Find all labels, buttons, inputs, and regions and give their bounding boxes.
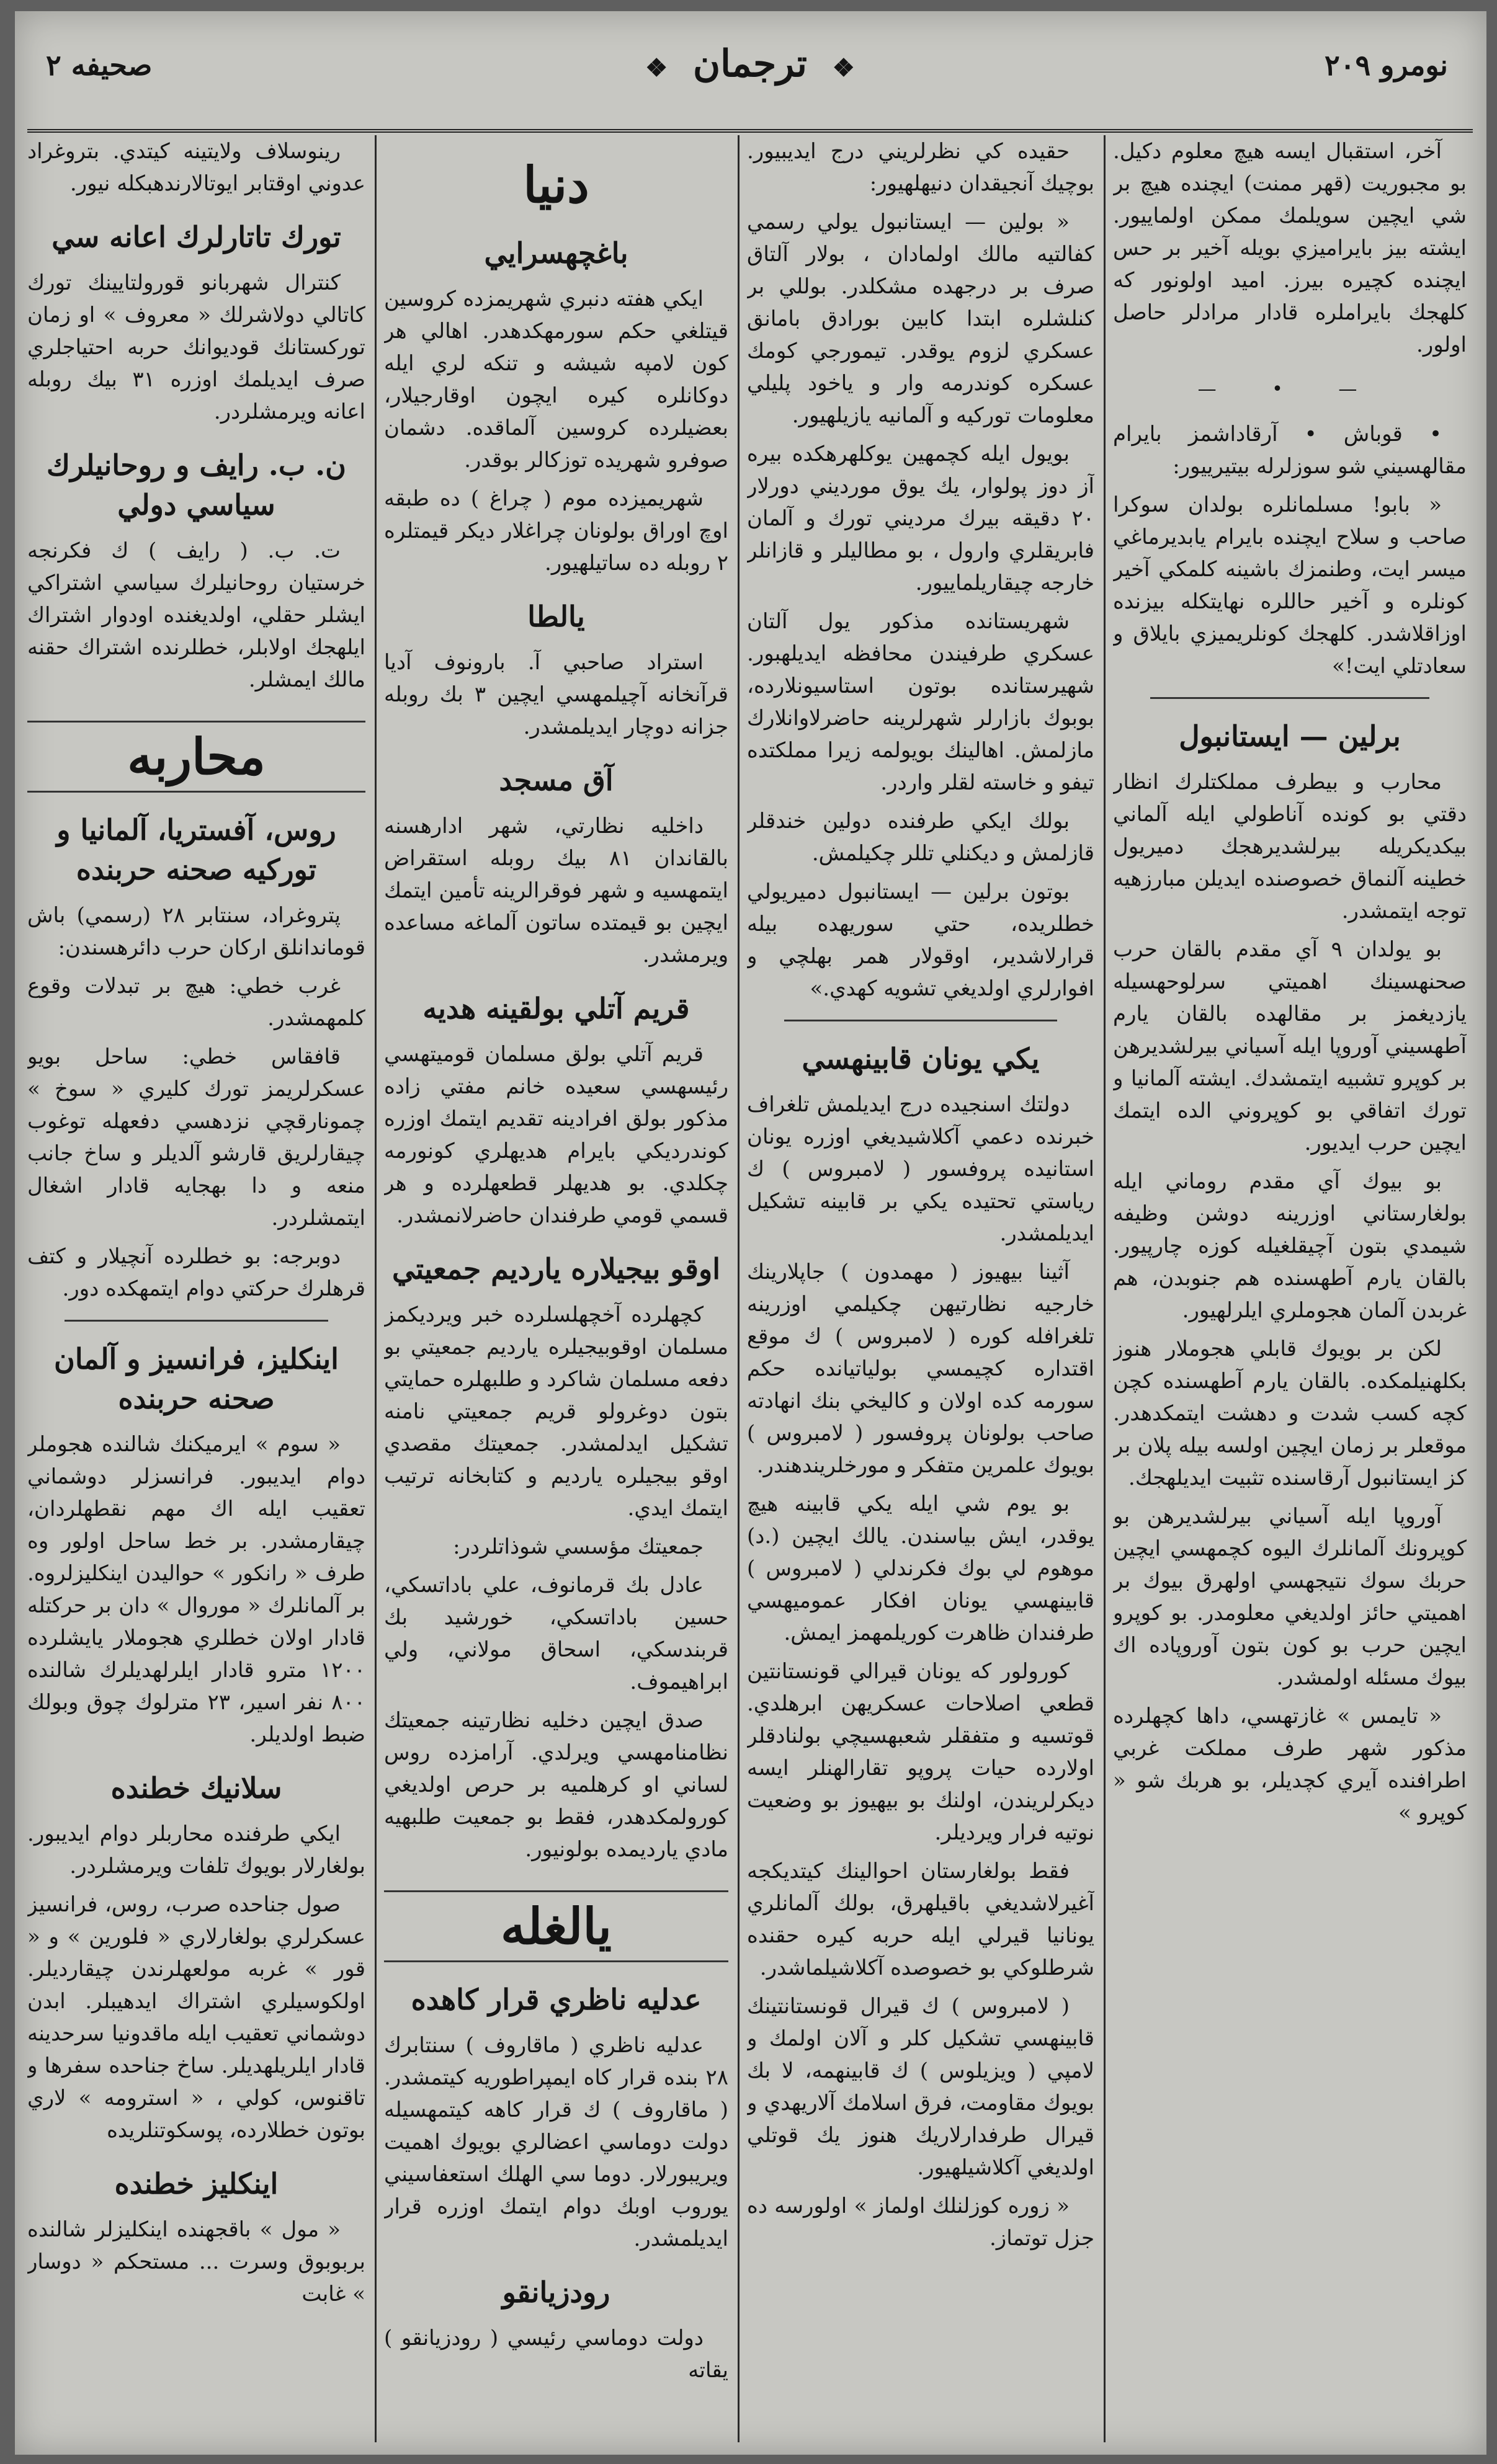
paragraph: پتروغراد، سنتابر ٢٨ (رسمي) باش قوماندانلق اركان حرب دائرهسندن: [27, 903, 365, 960]
paragraph: • قوباش • آرقاداشمز بايرام مقالهسيني شو سوزلرله بيتيرييور: [1113, 422, 1467, 479]
paragraph: بو بيوك آي مقدم روماني ايله بولغارستاني اوزرينه دوشن وظيفه شيمدي بتون آچيقلغيله كوزه چارپيور. بالقان يارم آطهسنده هم جنوبدن، هم غربدن آلمان هجوملري ايلرلهيور. [1113, 1169, 1467, 1323]
paragraph: « سوم » ايرميكنك شالنده هجوملر دوام ايديبور. فرانسزلر دوشماني تعقيب ايله اك مهم نقطهلردان، چيقارمشدر. بر خط ساحل اولور وه طرف « رانكور » حواليدن اينكليزلروه. بر آلمانلرك « موروال » دان بر حركتله قادار اولان خطلري هجوملار يايشلرده ١٢٠٠ مترو قادار ايلرلهديلرك شالنده ٨٠٠ نفر اسير، ٢٣ مترلوك چوق وبولك ضبط اولديلر. [27, 1432, 365, 1747]
divider [65, 1320, 328, 1322]
divider [784, 1020, 1057, 1021]
paragraph: ايكي طرفنده محاربلر دوام ايديبور. بولغارلار بويوك تلفات ويرمشلردر. [27, 1821, 365, 1879]
paragraph: داخليه نظارتي، شهر ادارهسنه بالقاندان ٨١ بيك روبله استقراض ايتمهسيه و شهر فوقرالرينه تأمين ايتمك ايچين بو قيمتده ساتون آلماغه مساعده ويرمشدر. [384, 814, 728, 967]
article-heading: يالطا [527, 600, 585, 633]
article-heading: اينكليز، فرانسيز و آلمان صحنه حربنده [54, 1342, 339, 1415]
paragraph: ت. ب. ( رايف ) ك فكرنجه خرستيان روحانيلرك سياسي اشتراكي ايشلر حقلي، اولديغنده اودوار اشتراك ايلهجك اولابلر، خطلرنده اشتراك حقنه مالك ايمشلر. [27, 538, 365, 692]
paragraph: كورولور كه يونان قيرالي قونستانتين قطعي اصلاحات عسكريهن ابرهلدي. قوتسيه و متفقلر شعبهسيچي بولنادقلر اولارده حيات پروپو تقارالهنلر ايسه ديكرلريندن، اولنك بو بيهيوز بو وضعيت نوتيه فرار ويرديلر. [747, 1659, 1094, 1845]
paragraph: ايكي هفته دنبري شهريمزده كروسين قيتلغي حكم سورمهكدهدر. اهالي هر كون لامپه شيشه و تنكه لري ايله دوكانلره كيره ايچون اوقارجيلار، بعضيلرده كروسين آلماقده. دشمان صوفرو شهريده توزكالر بوقدر. [384, 287, 728, 473]
article-heading: يكي يونان قابينهسي [802, 1042, 1040, 1075]
paragraph: آخر، استقبال ايسه هيچ معلوم دكيل. بو مجبوريت (قهر ممنت) ايچنده هيچ بر شي ايچين سويلمك ممكن اولماييور. ايشته بيز بايراميزي بويله آخير بر حس ايچنده كچيره بيرز. اميد اولونور كه كلهجك بايراملره قادار مرادلر حاصل اولور. [1113, 139, 1467, 357]
issue-number-label: نومرو ٢٠٩ [1325, 48, 1448, 82]
paragraph: لكن بر بويوك قابلي هجوملار هنوز بكلهنيلمكده. بالقان يارم آطهسنده كچن كچه كسب شدت و دهشت ايتمكدهدر. موقعلر بر زمان ايچين اولسه بيله پلان بر كز ايستانبول آرقاسنده تثبيت ايديلهجك. [1113, 1337, 1467, 1490]
column-1 [1113, 135, 1467, 2442]
paragraph: بولك ايكي طرفنده دولين خندقلر قازلمش و ديكنلي تللر چكيلمش. [747, 809, 1094, 866]
column-rule [738, 135, 740, 2442]
paragraph: جمعيتك مؤسسي شوذاتلردر: [453, 1534, 704, 1559]
article-heading: تورك تاتارلرك اعانه سي [51, 220, 341, 254]
paragraph: غرب خطي: هيچ بر تبدلات وقوع كلمهمشدر. [27, 974, 365, 1031]
paragraph: حقيده كي نظرلريني درج ايديبيور. بوچيك آنجيقدان دنيهلهيور: [747, 139, 1094, 196]
paragraph: دولت دوماسي رئيسي ( رودزيانقو ) يقاته [384, 2326, 728, 2383]
paragraph: دولتك اسنجيده درج ايديلمش تلغراف خبرنده دعمي آكلاشيديغي اوزره يونان استانيده پروفسور ( لامبروس ) ك رياستي تحتيده يكي بر قابينه تشكيل ايديلمشدر. [747, 1092, 1094, 1246]
newspaper-title [27, 42, 1473, 86]
column-rule [375, 135, 377, 2442]
column-4 [27, 135, 365, 2442]
article-heading: سلانيك خطنده [110, 1771, 282, 1805]
ornament-icon: ❖ [832, 53, 855, 82]
paragraph: قافقاس خطي: ساحل بويو عسكرلريمز تورك كليري « سوخ » چمونارقچي نزدهسي دفعهله توغوب چيقارلريق قارشو آلديلر و ساخ جانب منعه و دا بهجايه قادار اشغال ايتمشلردر. [27, 1044, 365, 1230]
paragraph: استراد صاحبي آ. بارونوف آديا قرآنخانه آچيلمهسي ايچين ٣ بك روبله جزانه دوچار ايديلمشدر. [384, 650, 728, 739]
paragraph: ( لامبروس ) ك قيرال قونستانتينك قابينهسي تشكيل كلر و آلان اولمك و لامپي ( ويزيلوس ) ك قابينهمه، لا بك بويوك مقاومت، فرق اسلامك آلاريهدي و قيرال طرفدارلاريك هنوز يك قوتلي اولديغي آكلاشيلهيور. [747, 1994, 1094, 2180]
paragraph: بويول ايله كچمهين يوكلهرهكده بيره آز دوز پولوار، يك يوق مورديني دورلار ٢٠ دقيقه بيرك مرديني تورك و آلمان فابريقلري وارول ، بو مطاليلر و قازانلر خارجه چيقاريلماييور. [747, 442, 1094, 595]
article-heading: برلين — ايستانبول [1179, 719, 1401, 753]
paragraph: محارب و بيطرف مملكتلرك انظار دقتي بو كونده آناطولي ايله آلماني بيكديكريله بيرلشديرهجك دميريول خطينه آلنماق خصوصنده ايديلن مبارزهيه توجه ايتمشدر. [1113, 770, 1467, 923]
paragraph: « مول » باقجهنده اينكليزلر شالنده بربوبوق وسرت ... مستحكم « دوسار » غابت [27, 2217, 365, 2306]
article-heading: اوقو بيجيلاره يارديم جمعيتي [391, 1252, 721, 1286]
title-text: ترجمان [693, 42, 807, 86]
paragraph: فقط بولغارستان احوالينك كيتديكجه آغيرلاشديغي باقيلهرق، بولك آلمانلري يونانيا قيرلي ايله حربه كيره حقنده شرطلوكي بو خصوصده آكلاشيلماشدر. [747, 1859, 1094, 1980]
paragraph: « بولين — ايستانبول يولي رسمي كفالتيه مالك اولمادان ، بولار آلتاق صرف بر درجهده مشكلدر. بوللي بر كنلشلره ابتدا كابين بورادق بامانق عسكري لزوم يوقدر. تيمورجي كومك عسكره كوندرمه وار و ياخود پليلي معلومات توركيه و آلمانيه يازيلهيور. [747, 210, 1094, 428]
paragraph: شهريميزده موم ( چراغ ) ده طبقه اوچ اوراق بولونان چراغلار ديكر قيمتلره ٢ روبله ده ساتيلهيور. [384, 486, 728, 576]
paragraph: عادل بك قرمانوف، علي باداتسكي، حسين باداتسكي، خورشيد بك قربندسكي، اسحاق مولاني، ولي ابراهيموف. [384, 1573, 728, 1694]
section-heading: دنيا [523, 156, 589, 214]
paragraph: قريم آتلي بولق مسلمان قوميتهسي رئيسهسي سعيده خانم مفتي زاده مذكور بولق افرادينه تقديم ايتمك اوزره كوندرديكي بايرام هديهلري كونورمه چكلدي. بو هديهلر قطعهلرده و هر قسمي قومي طرفندان حاضرلانمشدر. [384, 1042, 728, 1228]
separator: — • — [1197, 378, 1382, 400]
column-rule [1104, 135, 1106, 2442]
article-heading: آق مسجد [499, 763, 614, 797]
columns [27, 135, 1473, 2442]
masthead [27, 24, 1473, 133]
paragraph: صدق ايچين دخليه نظارتينه جمعيتك نظامنامهسي ويرلدي. آرامزده روس لساني او كرهلميه بر حرص اولديغي كورولمكدهدر، فقط بو جمعيت طلبهيه مادي يارديمده بولونيور. [384, 1708, 728, 1862]
paragraph: رينوسلاف ولايتينه كيتدي. بتروغراد عدوني اوقتابر ايوتالارندهبكله نيور. [27, 139, 365, 196]
article-heading: روس، آفستريا، آلمانيا و توركيه صحنه حربنده [56, 813, 336, 886]
paragraph: « بابو! مسلمانلره بولدان سوكرا صاحب و سلاح ايچنده بايرام يابديرماغي ميسر ايت، وطنمزك باشينه كلمكي آخير كونلره و آخير حاللره نهايتكله بيزنده اوزاقلاشدر. كلهجك كونلريميزي بايلاق و سعادتلي ايت!» [1113, 492, 1467, 678]
paragraph: « تايمس » غازتهسي، داها كچهلرده مذكور شهر طرف مملكت غربي اطرافنده آيري كچديلر، بو هربك شو « كوپرو » [1113, 1704, 1467, 1825]
paragraph: كنترال شهربانو قورولتايينك تورك كاتالي دولاشرلك « معروف » او زمان توركستانك قوديوانك حربه احتياجلري صرف ايديلمك اوزره ٣١ بيك روبله اعانه ويرمشلردر. [27, 270, 365, 424]
paragraph: بو يولدان ٩ آي مقدم بالقان حرب صحنهسينك اهميتي سرلوحهسيله يازديغمز بر مقالهده بالقان يارم آطهسيني آوروپا ايله آسياني بيرلشديرهن بر كوپرو تشبيه ايتمشدك. ايشته آلمانيا و تورك اتفاقي بو كوپروني الده ايتمك ايچين حرب ايديور. [1113, 937, 1467, 1155]
paragraph: عدليه ناظري ( ماقاروف ) سنتابرك ٢٨ بنده قرار كاه ايمپراطوريه كيتمشدر. ( ماقاروف ) ك قرار كاهه كيتمهسيله دولت دوماسي اعضالري بويوك اهميت ويريبورلار. دوما سي الهلك استعفاسيني يوروب اوبك دوام ايتمك اوزره قرار ايديلمشدر. [384, 2033, 728, 2251]
paragraph: شهريستانده مذكور يول آلتان عسكري طرفيندن محافظه ايديلهبور. شهيرستانده بوتون استاسيونلارده، بوبوك بازارلر شهرلرينه حاضرلاوانلارك مازلمش. اهالينك بويولمه زيرا مملكتده تيفو و خاسته لقلر واردر. [747, 609, 1094, 795]
section-box-heading: يالغله [384, 1890, 728, 1962]
paragraph: آثينا بيهيوز ( مهمدون ) جاپلارينك خارجيه نظارتيهن چكيلمي اوزرينه تلغرافله كوره ( لامبروس ) ك موقع اقتداره كچيمسي بولياتيانده حكم سورمه كده اولان و كاليخي بنك انهادته صاحب بولونان پروفسور ( لامبروس ) بويوك علمرين متفكر و مورخلريندهندر. [747, 1260, 1094, 1478]
section-box-heading: محاربه [27, 721, 365, 793]
column-3 [384, 135, 728, 2442]
paragraph: آوروپا ايله آسياني بيرلشديرهن بو كوپرونك آلمانلرك اليوه كچمهسي ايچين حربك سوك نتيجهسي اولهرق بيوك بر اهميتي حائز اولديغي معلومدر. بو كوپرو ايچين حرب بو كون بتون آوروپاده اك بيوك مسئله اولمشدر. [1113, 1504, 1467, 1690]
article-heading: اينكليز خطنده [114, 2167, 279, 2200]
article-heading: قريم آتلي بولقينه هديه [422, 992, 690, 1025]
column-2 [747, 135, 1094, 2442]
ornament-icon: ❖ [645, 53, 668, 82]
article-heading: عدليه ناظري قرار كاهده [411, 1983, 702, 2016]
page-number-label: صحيفه ٢ [46, 48, 153, 82]
article-heading: ن. ب. رايف و روحانيلرك سياسي دولي [47, 448, 346, 522]
article-heading: باغچهسرايي [484, 236, 628, 270]
paragraph: بوتون برلين — ايستانبول دميريولي خطلريده، حتي سوريهده بيله قرارلاشدير، اوقولار همر بهلچي و افوارلري اولديغي تشويه كهدي.» [747, 879, 1094, 1001]
paragraph: بو يوم شي ايله يكي قابينه هيچ يوقدر، ايش بياسندن. يالك ايچين (.د) موهوم لي بوك فكرندلي ( لامبروس ) قابينهسي يونان افكار عموميهسي طرفندان ظاهرت كوريلمهمز ايمش. [747, 1492, 1094, 1645]
paragraph: دوبرجه: بو خطلرده آنچيلار و كتف قرهلرك حركتي دوام ايتمهكده دور. [27, 1244, 365, 1301]
paragraph: « زوره كوزلنلك اولماز » اولورسه ده جزل توتماز. [747, 2194, 1094, 2251]
article-heading: رودزيانقو [502, 2275, 610, 2309]
paragraph: كچهلرده آخچهلسلرده خبر ويرديكمز مسلمان اوقوبيجيلره يارديم جمعيتي بو دفعه مسلمان شاكرد و طلبهلره حمايتي بتون دوغرولو قريم جمعيتي نامنه تشكيل ايدلمشدر. جمعيتك مقصدي اوقو بيجيلره يارديم و كتابخانه ترتيب ايتمك ايدي. [384, 1302, 728, 1521]
paragraph: صول جناحده صرب، روس، فرانسيز عسكرلري بولغارلاري « فلورين » و « قور » غربه مولعهلرندن چيقارديلر. اولكوسيلري اشتراك ايدهيبلر. ابدن دوشماني تعقيب ايله ماقدونيا سرحدينه قادار ايلريلهديلر. ساخ جناحده سفرها و تاقنوس، كولي ، « استرومه » لاري بوتون خطلارده، پوسكوتنلريده [27, 1892, 365, 2143]
divider [1150, 697, 1429, 699]
newspaper-page [15, 11, 1486, 2455]
